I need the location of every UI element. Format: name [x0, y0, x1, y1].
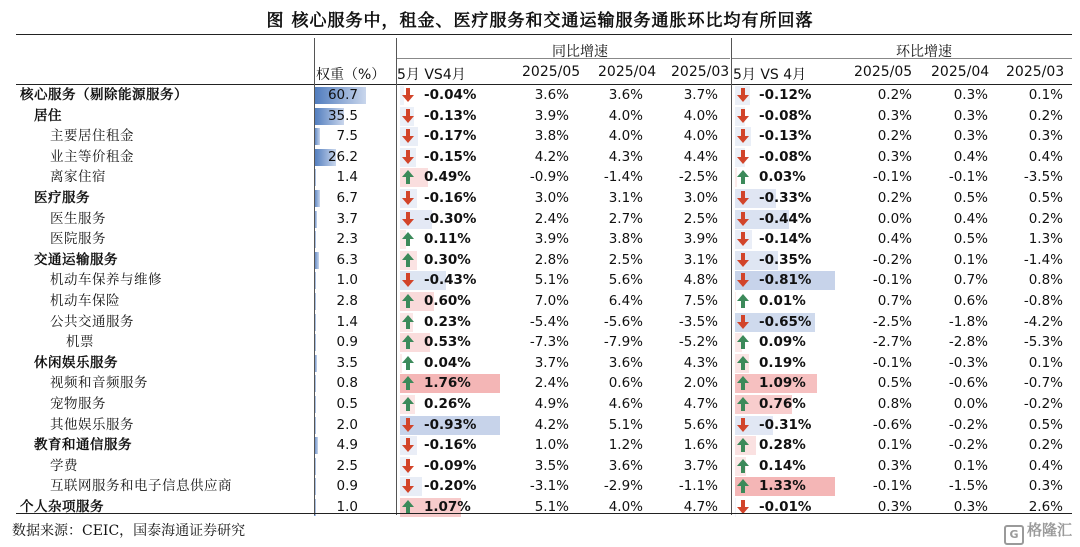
yoy-value: 5.1%: [608, 416, 643, 433]
mom-value: -0.1%: [872, 272, 912, 289]
table-row: [16, 188, 1072, 209]
table-row: [16, 250, 1072, 271]
yoy-value: 5.1%: [534, 272, 569, 289]
row-label: 医生服务: [50, 210, 106, 227]
mom-value: 0.7%: [953, 272, 988, 289]
yoy-change-value: 0.53%: [424, 334, 471, 351]
mom-change-value: -0.13%: [759, 128, 812, 145]
yoy-change-value: 1.76%: [424, 375, 471, 392]
mom-value: -0.6%: [948, 375, 988, 392]
mom-value: 0.0%: [877, 210, 912, 227]
arrow-down-icon: [401, 190, 415, 206]
yoy-value: 4.8%: [683, 272, 718, 289]
mom-change-value: -0.44%: [759, 210, 812, 227]
weight-value: 0.5: [336, 395, 358, 412]
mom-value: 0.1%: [953, 457, 988, 474]
mom-value: 0.1%: [1028, 354, 1063, 371]
column-divider-weight: [314, 38, 315, 515]
mom-value: -5.3%: [1023, 334, 1063, 351]
row-label: 休闲娱乐服务: [34, 354, 118, 371]
arrow-down-icon: [401, 458, 415, 474]
mom-value: 0.4%: [953, 148, 988, 165]
arrow-up-icon: [736, 355, 750, 371]
logo-text: 格隆汇: [1026, 521, 1072, 539]
yoy-change-value: -0.15%: [424, 148, 477, 165]
arrow-up-icon: [401, 252, 415, 268]
row-label: 医疗服务: [34, 189, 90, 206]
mom-value: 1.3%: [1028, 231, 1063, 248]
arrow-up-icon: [736, 334, 750, 350]
weight-value: 3.5: [336, 354, 358, 371]
table-row: [16, 167, 1072, 188]
row-label: 互联网服务和电子信息供应商: [50, 478, 232, 495]
weight-value: 1.0: [336, 272, 358, 289]
yoy-value: 4.0%: [608, 107, 643, 124]
yoy-value: 3.7%: [683, 87, 718, 103]
mom-value: -0.3%: [948, 354, 988, 371]
row-label: 机票: [66, 334, 94, 351]
mom-value: 0.0%: [953, 395, 988, 412]
mom-value: -4.2%: [1023, 313, 1063, 330]
yoy-change-value: -0.16%: [424, 189, 477, 206]
watermark-logo: [1004, 519, 1072, 545]
row-label: 业主等价租金: [50, 148, 134, 165]
mom-value: -0.2%: [872, 251, 912, 268]
yoy-change-value: 0.04%: [424, 354, 471, 371]
arrow-down-icon: [736, 252, 750, 268]
mom-value: 0.2%: [877, 128, 912, 145]
yoy-value: -1.1%: [678, 478, 718, 495]
arrow-down-icon: [401, 108, 415, 124]
mom-value: 0.4%: [877, 231, 912, 248]
mom-value: -0.1%: [948, 169, 988, 186]
arrow-up-icon: [736, 396, 750, 412]
mom-value: 0.4%: [1028, 148, 1063, 165]
yoy-value: 3.6%: [608, 87, 643, 103]
yoy-value: 4.7%: [683, 498, 718, 515]
top-rule: [16, 34, 1072, 35]
weight-value: 2.8: [336, 292, 358, 309]
yoy-value: 4.6%: [608, 395, 643, 412]
mom-value: 0.5%: [953, 189, 988, 206]
arrow-down-icon: [736, 272, 750, 288]
yoy-value: 2.8%: [534, 251, 569, 268]
yoy-col-header-1: 2025/04: [598, 64, 657, 80]
yoy-value: 3.9%: [683, 231, 718, 248]
mom-value: -0.8%: [1023, 292, 1063, 309]
mom-change-value: -0.08%: [759, 148, 812, 165]
weight-value: 2.3: [336, 231, 358, 248]
yoy-value: 3.9%: [534, 107, 569, 124]
mom-value: 0.1%: [953, 251, 988, 268]
row-label: 医院服务: [50, 231, 106, 248]
header-group-row: [16, 38, 1072, 60]
mom-value: -2.7%: [872, 334, 912, 351]
mom-change-value: -0.81%: [759, 272, 812, 289]
mom-value: 0.3%: [877, 457, 912, 474]
weight-value: 2.0: [336, 416, 358, 433]
mom-change-value: -0.35%: [759, 251, 812, 268]
weight-header: 权重（%）: [316, 67, 386, 83]
yoy-value: 4.9%: [534, 395, 569, 412]
mom-value: 0.7%: [877, 292, 912, 309]
mom-value: 0.3%: [877, 148, 912, 165]
row-label: 离家住宿: [50, 169, 106, 186]
weight-value: 4.9: [336, 437, 358, 454]
weight-value: 1.4: [336, 313, 358, 330]
yoy-value: 3.0%: [534, 189, 569, 206]
mom-value: 0.2%: [877, 87, 912, 103]
mom-value: 0.4%: [953, 210, 988, 227]
arrow-up-icon: [736, 375, 750, 391]
row-label: 个人杂项服务: [20, 498, 104, 515]
yoy-change-value: 0.60%: [424, 292, 471, 309]
yoy-col-header-2: 2025/03: [671, 64, 730, 80]
arrow-down-icon: [736, 190, 750, 206]
yoy-change-header: 5月 VS4月: [397, 67, 466, 83]
table-row: [16, 415, 1072, 436]
mom-value: 0.3%: [953, 128, 988, 145]
yoy-change-value: -0.13%: [424, 107, 477, 124]
mom-change-value: -0.31%: [759, 416, 812, 433]
mom-value: -0.7%: [1023, 375, 1063, 392]
mom-value: -0.2%: [1023, 395, 1063, 412]
arrow-down-icon: [401, 437, 415, 453]
yoy-value: 2.0%: [683, 375, 718, 392]
yoy-value: 1.6%: [683, 437, 718, 454]
mom-change-value: 0.19%: [759, 354, 806, 371]
arrow-down-icon: [736, 149, 750, 165]
yoy-value: 3.1%: [683, 251, 718, 268]
row-label: 教育和通信服务: [34, 437, 132, 454]
yoy-value: 1.0%: [534, 437, 569, 454]
arrow-up-icon: [736, 478, 750, 494]
yoy-value: -7.3%: [529, 334, 569, 351]
table-row: [16, 476, 1072, 497]
row-label: 其他娱乐服务: [50, 416, 134, 433]
arrow-up-icon: [401, 375, 415, 391]
arrow-up-icon: [401, 314, 415, 330]
mom-value: 0.3%: [953, 87, 988, 103]
mom-value: 0.3%: [953, 107, 988, 124]
mom-value: 0.2%: [1028, 437, 1063, 454]
mom-change-value: -0.12%: [759, 87, 812, 103]
row-label: 视频和音频服务: [50, 375, 148, 392]
yoy-change-value: 0.49%: [424, 169, 471, 186]
yoy-value: 4.3%: [608, 148, 643, 165]
yoy-value: 0.6%: [608, 375, 643, 392]
yoy-value: 4.2%: [534, 148, 569, 165]
yoy-change-value: -0.20%: [424, 478, 477, 495]
table-row: [16, 394, 1072, 415]
mom-change-value: 0.28%: [759, 437, 806, 454]
yoy-value: 3.1%: [608, 189, 643, 206]
mom-group-header: 环比增速: [896, 44, 952, 60]
table-row: [16, 353, 1072, 374]
mom-value: -0.1%: [872, 354, 912, 371]
yoy-value: -5.2%: [678, 334, 718, 351]
mom-value: 0.5%: [1028, 189, 1063, 206]
arrow-up-icon: [401, 231, 415, 247]
mom-value: -1.4%: [1023, 251, 1063, 268]
mom-value: -0.2%: [948, 437, 988, 454]
mom-value: 0.1%: [877, 437, 912, 454]
yoy-value: 2.4%: [534, 375, 569, 392]
arrow-down-icon: [401, 417, 415, 433]
arrow-up-icon: [736, 293, 750, 309]
mom-value: 0.8%: [1028, 272, 1063, 289]
table-row: [16, 373, 1072, 394]
mom-value: 0.5%: [877, 375, 912, 392]
mom-change-value: 1.09%: [759, 375, 806, 392]
table-row: [16, 229, 1072, 250]
row-label: 机动车保养与维修: [50, 272, 162, 289]
yoy-change-value: 0.23%: [424, 313, 471, 330]
weight-value: 1.4: [336, 169, 358, 186]
weight-value: 0.9: [336, 334, 358, 351]
table-body: [16, 85, 1072, 517]
yoy-change-value: -0.04%: [424, 87, 477, 103]
yoy-change-value: 0.26%: [424, 395, 471, 412]
arrow-down-icon: [736, 211, 750, 227]
yoy-value: 4.2%: [534, 416, 569, 433]
yoy-value: 5.6%: [608, 272, 643, 289]
row-label: 核心服务（剔除能源服务）: [20, 87, 188, 103]
weight-value: 26.2: [327, 148, 358, 165]
yoy-value: 3.7%: [534, 354, 569, 371]
logo-mark: G: [1004, 525, 1024, 545]
mom-change-value: 0.14%: [759, 457, 806, 474]
yoy-value: 5.6%: [683, 416, 718, 433]
source-note: 数据来源：CEIC，国泰海通证券研究: [12, 523, 246, 539]
yoy-value: -3.5%: [678, 313, 718, 330]
yoy-value: 2.5%: [608, 251, 643, 268]
weight-value: 6.3: [336, 251, 358, 268]
yoy-value: -5.6%: [603, 313, 643, 330]
mom-change-value: -0.65%: [759, 313, 812, 330]
yoy-value: 4.0%: [608, 128, 643, 145]
header-column-row: [16, 60, 1072, 85]
arrow-up-icon: [401, 169, 415, 185]
mom-value: 0.2%: [1028, 107, 1063, 124]
arrow-up-icon: [401, 293, 415, 309]
mom-value: 0.4%: [1028, 457, 1063, 474]
yoy-value: -5.4%: [529, 313, 569, 330]
yoy-change-value: -0.30%: [424, 210, 477, 227]
arrow-up-icon: [736, 169, 750, 185]
column-divider-yoy: [396, 38, 397, 515]
mom-value: 0.3%: [877, 498, 912, 515]
mom-change-value: -0.08%: [759, 107, 812, 124]
row-label: 学费: [50, 457, 78, 474]
arrow-down-icon: [736, 314, 750, 330]
arrow-down-icon: [736, 231, 750, 247]
yoy-value: 3.8%: [534, 128, 569, 145]
table-row: [16, 332, 1072, 353]
chart-title: 图 核心服务中，租金、医疗服务和交通运输服务通胀环比均有所回落: [266, 11, 814, 31]
mom-change-value: 0.76%: [759, 395, 806, 412]
arrow-up-icon: [401, 334, 415, 350]
mom-change-value: -0.14%: [759, 231, 812, 248]
mom-value: -2.8%: [948, 334, 988, 351]
mom-value: 0.2%: [877, 189, 912, 206]
yoy-value: 3.6%: [534, 87, 569, 103]
yoy-value: -0.9%: [529, 169, 569, 186]
mom-value: -0.1%: [872, 169, 912, 186]
yoy-value: 5.1%: [534, 498, 569, 515]
mom-value: 0.3%: [1028, 478, 1063, 495]
yoy-group-header: 同比增速: [552, 44, 608, 60]
yoy-change-value: 0.11%: [424, 231, 471, 248]
mom-value: 0.5%: [953, 231, 988, 248]
yoy-value: 3.9%: [534, 231, 569, 248]
yoy-value: 3.5%: [534, 457, 569, 474]
mom-value: 0.1%: [1028, 87, 1063, 103]
yoy-value: 2.5%: [683, 210, 718, 227]
table-row: [16, 456, 1072, 477]
yoy-value: 4.4%: [683, 148, 718, 165]
yoy-col-header-0: 2025/05: [522, 64, 581, 80]
table-row: [16, 291, 1072, 312]
mom-value: -0.6%: [872, 416, 912, 433]
yoy-value: 7.0%: [534, 292, 569, 309]
mom-change-value: 1.33%: [759, 478, 806, 495]
arrow-up-icon: [736, 437, 750, 453]
table-row: [16, 270, 1072, 291]
table-row: [16, 312, 1072, 333]
mom-value: -2.5%: [872, 313, 912, 330]
arrow-down-icon: [401, 128, 415, 144]
yoy-value: -3.1%: [529, 478, 569, 495]
yoy-value: 7.5%: [683, 292, 718, 309]
yoy-value: 3.8%: [608, 231, 643, 248]
mom-col-header-2: 2025/03: [1006, 64, 1065, 80]
table-row: [16, 106, 1072, 127]
yoy-value: 1.2%: [608, 437, 643, 454]
yoy-value: 6.4%: [608, 292, 643, 309]
arrow-up-icon: [401, 396, 415, 412]
row-label: 机动车保险: [50, 292, 120, 309]
weight-value: 6.7: [336, 189, 358, 206]
yoy-value: -7.9%: [603, 334, 643, 351]
weight-value: 1.0: [336, 498, 358, 515]
mom-change-value: 0.03%: [759, 169, 806, 186]
row-label: 公共交通服务: [50, 313, 134, 330]
mom-change-value: -0.01%: [759, 498, 812, 515]
yoy-value: -2.9%: [603, 478, 643, 495]
mom-value: -1.5%: [948, 478, 988, 495]
yoy-value: 4.3%: [683, 354, 718, 371]
yoy-value: 4.0%: [683, 128, 718, 145]
yoy-change-value: 1.07%: [424, 498, 471, 515]
row-label: 交通运输服务: [34, 251, 118, 268]
yoy-group-rule: [396, 58, 730, 59]
mom-value: -3.5%: [1023, 169, 1063, 186]
table-row: [16, 209, 1072, 230]
mom-value: -0.2%: [948, 416, 988, 433]
arrow-up-icon: [736, 458, 750, 474]
yoy-change-value: -0.09%: [424, 457, 477, 474]
yoy-value: 4.0%: [683, 107, 718, 124]
yoy-change-value: -0.43%: [424, 272, 477, 289]
yoy-change-value: -0.93%: [424, 416, 477, 433]
row-label: 主要居住租金: [50, 128, 134, 145]
arrow-down-icon: [736, 87, 750, 103]
column-divider-mom: [731, 38, 732, 515]
yoy-change-value: 0.30%: [424, 251, 471, 268]
mom-value: 0.6%: [953, 292, 988, 309]
yoy-value: -2.5%: [678, 169, 718, 186]
table-row: [16, 147, 1072, 168]
yoy-value: 3.6%: [608, 354, 643, 371]
mom-col-header-1: 2025/04: [931, 64, 990, 80]
arrow-down-icon: [401, 211, 415, 227]
weight-value: 0.9: [336, 478, 358, 495]
mom-value: -0.1%: [872, 478, 912, 495]
bottom-rule: [16, 513, 1072, 514]
weight-value: 7.5: [336, 128, 358, 145]
yoy-change-value: -0.17%: [424, 128, 477, 145]
mom-change-value: 0.09%: [759, 334, 806, 351]
arrow-down-icon: [401, 272, 415, 288]
table-row: [16, 497, 1072, 518]
yoy-value: 4.7%: [683, 395, 718, 412]
mom-value: 0.3%: [1028, 128, 1063, 145]
row-label: 宠物服务: [50, 395, 106, 412]
mom-value: 0.2%: [1028, 210, 1063, 227]
yoy-value: 3.7%: [683, 457, 718, 474]
mom-col-header-0: 2025/05: [854, 64, 913, 80]
arrow-down-icon: [401, 478, 415, 494]
table-row: [16, 435, 1072, 456]
table-row: [16, 126, 1072, 147]
weight-value: 60.7: [327, 87, 358, 103]
yoy-value: 2.4%: [534, 210, 569, 227]
mom-value: 0.3%: [877, 107, 912, 124]
yoy-change-value: -0.16%: [424, 437, 477, 454]
arrow-down-icon: [401, 149, 415, 165]
data-table: [16, 38, 1072, 517]
mom-value: 0.8%: [877, 395, 912, 412]
weight-value: 3.7: [336, 210, 358, 227]
row-label: 居住: [34, 107, 62, 124]
arrow-down-icon: [736, 108, 750, 124]
mom-value: 0.5%: [1028, 416, 1063, 433]
yoy-value: 2.7%: [608, 210, 643, 227]
mom-change-header: 5月 VS 4月: [733, 67, 807, 83]
mom-group-rule: [732, 58, 1072, 59]
weight-value: 35.5: [327, 107, 358, 124]
yoy-value: -1.4%: [603, 169, 643, 186]
yoy-value: 4.0%: [608, 498, 643, 515]
mom-change-value: 0.01%: [759, 292, 806, 309]
mom-value: 0.3%: [953, 498, 988, 515]
yoy-value: 3.6%: [608, 457, 643, 474]
weight-value: 0.8: [336, 375, 358, 392]
mom-change-value: -0.33%: [759, 189, 812, 206]
yoy-value: 3.0%: [683, 189, 718, 206]
mom-value: -1.8%: [948, 313, 988, 330]
weight-value: 2.5: [336, 457, 358, 474]
arrow-up-icon: [401, 355, 415, 371]
arrow-down-icon: [736, 417, 750, 433]
arrow-down-icon: [736, 128, 750, 144]
arrow-down-icon: [401, 87, 415, 103]
table-row: [16, 85, 1072, 106]
mom-value: 2.6%: [1028, 498, 1063, 515]
